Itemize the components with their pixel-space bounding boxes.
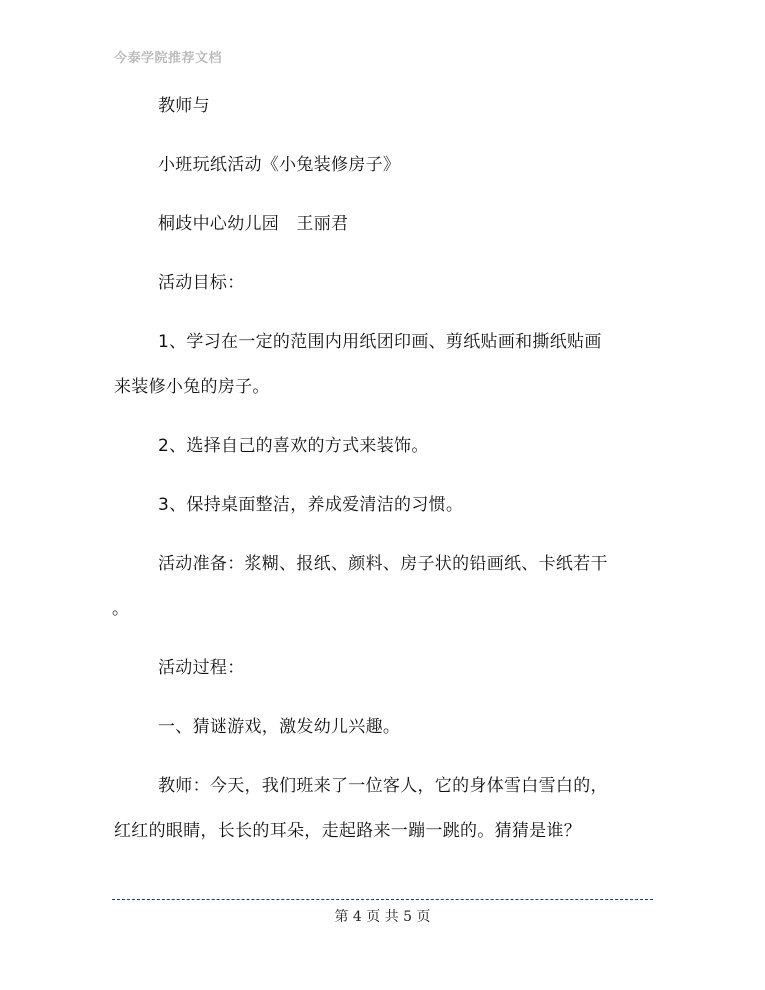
line-step-1: 一、猜谜游戏，激发幼儿兴趣。 [158, 717, 401, 737]
header-watermark: 今泰学院推荐文档 [114, 51, 223, 66]
line-activity-title: 小班玩纸活动《小兔装修房子》 [158, 155, 401, 175]
line-goals-heading: 活动目标： [158, 273, 245, 293]
line-title-prefix: 教师与 [158, 96, 210, 116]
line-goal-3: 3、保持桌面整洁，养成爱清洁的习惯。 [158, 495, 464, 515]
line-preparation: 活动准备：浆糊、报纸、颜料、房子状的铅画纸、卡纸若干 [158, 554, 608, 574]
line-teacher-speech-cont: 红红的眼睛，长长的耳朵，走起路来一蹦一跳的。猜猜是谁？ [114, 821, 582, 841]
line-goal-1-cont: 来装修小兔的房子。 [114, 377, 270, 397]
line-teacher-speech: 教师：今天，我们班来了一位客人，它的身体雪白雪白的， [158, 776, 608, 796]
line-preparation-cont: 。 [112, 599, 130, 619]
line-process-heading: 活动过程： [158, 658, 245, 678]
line-goal-1: 1、学习在一定的范围内用纸团印画、剪纸贴画和撕纸贴画 [158, 332, 602, 352]
page-number: 第 4 页 共 5 页 [334, 909, 431, 925]
line-author: 桐歧中心幼儿园 王丽君 [158, 214, 349, 234]
footer-divider [112, 899, 653, 900]
line-goal-2: 2、选择自己的喜欢的方式来装饰。 [158, 436, 429, 456]
